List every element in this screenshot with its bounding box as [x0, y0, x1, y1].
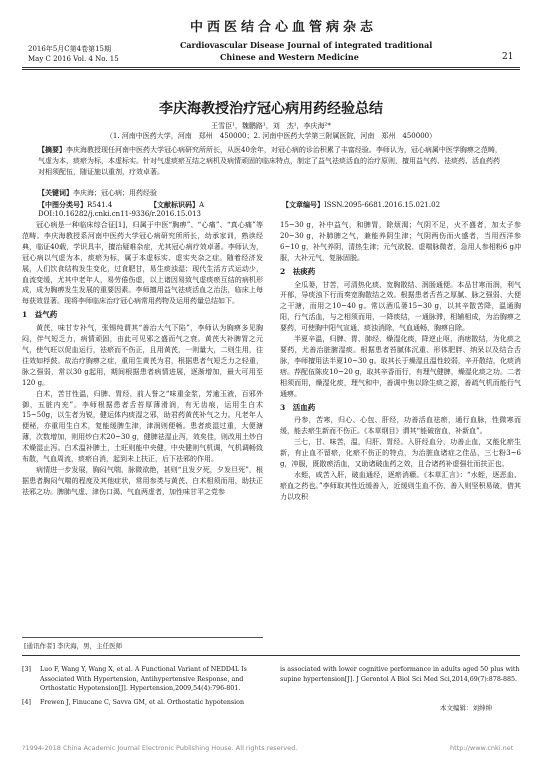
page-number: 21 — [502, 52, 514, 62]
article-number — [282, 200, 440, 210]
issue-en: May C 2016 Vol. 4 No. 15 — [28, 55, 119, 63]
references-left — [22, 665, 263, 711]
journal-title-cn: 中西医结合心血管病杂志 — [190, 20, 378, 35]
copyright-footer: ?1994-2018 China Academic Journal Electronic Publishing House. All rights reserved. — [22, 744, 298, 752]
affiliations: （1. 河南中医药大学，河南 郑州 450000；2. 河南中医药大学第三附属医院，河南 郑州 450000） — [105, 132, 437, 140]
section-2-paragraph: 半夏辛温，归脾、胃、肺经，燥湿化痰，降逆止呕，消痞散结，为化痰之要药，尤善治脏腑湿痰。根据患者苔腻体沉重、形体肥胖、纳呆以及结合舌脉，李师擅用法半夏10~30 g。取其长于燥湿且温性较弱，辛开散结，化痰消痞。荐配伍陈皮10~20 g，取其辛香而行，有理气健脾，燥湿化痰之功。二者相须而用，燥湿化痰，理气和中，善调中焦以除生痰之源，善疏气机而能行气通痹。 — [280, 335, 521, 398]
reference-text: Luo F, Wang Y, Wang X, et al. A Functional Variant of NEDD4L Is Associated With Hypertension, Antihypertensive Response, and Orthostatic Hypotension[J]. Hypertension,2009,54(4):796-801. — [40, 666, 247, 692]
keywords-label: 【关键词】 — [38, 188, 73, 197]
section-2-title: 2 祛痰药 — [280, 266, 316, 276]
reference-item — [22, 698, 263, 708]
header-rule — [22, 67, 520, 68]
left-column — [22, 220, 263, 498]
footnote-divider — [22, 637, 263, 638]
reference-text: Frewen J, Finucane C, Savva GM, et al. Orthostatic hypotension — [40, 698, 245, 706]
article-number-value: ISSN.2095-6681.2016.15.021.02 — [324, 201, 441, 209]
references-rule — [22, 655, 520, 656]
section-2-paragraph: 全瓜蒌，甘苦，可清热化痰、宽胸散结、润肠通便。本品甘寒而润，利气开郁，导痰浊下行而奏宽胸散结之效。根据患者舌苔之厚腻、脉之强弱、大便之干溏，而用之10~40 g。常以酒瓜蒌15~30 g，以其辛散苦降，温通胸阳，行气活血，与之相须而用，一降痰结，一通脉滞，相辅相成，为治胸痹之要药，可使胸中阳气宣通，痰浊消除，气血通畅，胸痹自除。 — [280, 280, 521, 333]
clc-label: 【中图分类号】 — [38, 200, 87, 209]
section-3-paragraph: 丹参，苦寒，归心、心包、肝经，功善活血祛瘀，通行血脉，性微寒而缓，能去瘀生新而不伤正。《本草纲目》谓其“能破宿血，补新血”。 — [280, 416, 521, 436]
section-1-paragraph: 黄芪，味甘专补气，张锡纯谓其“善治大气下陷”，李师认为胸痹多见胸闷，伴气短乏力，病情顽固，由此可见邪之盛而气之衰。黄芪大补脾胃之元气，使气旺以促血运行，祛瘀而不伤正，且用黄芪，一则量大，二则生用，往往效如桴鼓。故治疗胸痹之症，重用生黄芪为君，根据患者气短乏力之轻重，脉之强弱，常以30 g起用，期间根据患者病情进展，逐渐增加，最大可用至120 g。 — [22, 324, 263, 387]
abstract-label: 【摘要】 — [38, 145, 66, 154]
section-1-continued: 15~30 g，补中益气，和脾胃，除烦渴；气阴不足，火不盛者，加太子参20~30 g，补肺脾之气，兼能养阴生津；气阴两伤而火盛者，当用西洋参6~10 g，补气养阴，清热生津；元气欲脱、虚喘脉微者，急用人参相粉6 g冲服，大补元气，复脉固脱。 — [280, 221, 521, 262]
reference-item — [22, 665, 263, 694]
correspondence-note: [通讯作者] 李庆海，男，主任医师 — [24, 642, 123, 650]
authors: 王雪臣¹，魏鹏路¹，刘 杰¹，李庆海²* — [211, 122, 331, 130]
section-1-paragraph: 病情进一步发展，胸闷气喘，脉微欲绝，甚则“且发夕死，夕发旦死”，根据患者胸闷气喘的程度及其他症状，常用参类与黄芪、白术相须而用，助扶正祛邪之功。脾肺气虚、津伤口渴、气血两虚者，加性味甘平之党参 — [22, 465, 263, 496]
editor-credit: 本文编辑：刘绅绅 — [440, 704, 492, 712]
section-3-paragraph: 三七，甘、味苦，温，归肝、胃经。入肝经血分，功善止血，又能化瘀生新，有止血不留瘀，化瘀不伤正的特点，为治脏血诸症之佳品，三七粉3~6 g，冲服，既散瘀活血，又助诸破血药之效，且合诸药补虚强壮而扶正也。 — [280, 438, 521, 469]
keywords-text: 李庆海；冠心病；用药经验 — [73, 189, 157, 197]
intro-paragraph: 冠心病是一种临床综合征[1]，归属于中医“胸痹”、“心痛”、“真心痛”等范畴。李庆海教授系河南中医药大学冠心病研究所所长，幼承家训，熟读经典，临证40载，学识具丰，擅治疑难杂症，尤其冠心病疗效卓著。李师认为，冠心病以气虚为本，痰瘀为标，属于本虚标实、虚实夹杂之症。随着经济发展，人们饮食结构发生变化，过食肥甘，易生痰浊湿；现代生活方式运动少，血流变缓，尤其中老年人，易劳倦伤虚，以上诸因易致气虚痰瘀互结的病机形成，成为胸痹发生发展的重要因素。李师擅用益气祛痰活血之治法，临床上每每获效显著。现将李师临床治疗冠心病常用药物及运用药量总结如下。 — [22, 221, 263, 306]
reference-number: [4] — [22, 698, 31, 706]
abstract-text: 李庆海教授现任河南中医药大学冠心病研究所所长，从医40余年，对冠心病的诊治积累了丰富经验。李师认为，冠心病属中医学胸痹之范畴，气虚为本，痰瘀为标，本虚标实。针对气虚痰瘀互结之病机及病情顽固的临床特点，制定了益气祛痰活血的治疗原则，擅用益气药、祛痰药、活血药药对相须配伍，随证施以重剂，疗效卓著。 — [38, 146, 502, 176]
abstract — [38, 144, 504, 178]
article-title: 李庆海教授治疗冠心病用药经验总结 — [159, 101, 383, 117]
journal-title-en-line2: Chinese and Western Medicine — [220, 52, 359, 62]
section-3-paragraph: 水蛭，咸苦入肝，破血通经，逐瘀消癥。《本草汇言》：“水蛭，逐恶血、瘀血之药也。”李师取其性近缓善入，近缓则生血不伤，善入则坚积易破，借其力以攻积 — [280, 470, 521, 501]
references-right — [280, 665, 521, 684]
doc-code — [150, 200, 204, 210]
keywords — [38, 188, 157, 198]
doc-code-label: 【文献标识码】 — [150, 200, 199, 209]
header-rule-double — [22, 69, 520, 70]
reference-number: [3] — [22, 666, 31, 673]
journal-title-en-line1: Cardiovascular Disease Journal of integrated traditional — [180, 40, 433, 50]
doi: DOI:10.16282/j.cnki.cn11-9336/r.2016.15.013 — [38, 210, 201, 218]
section-1-title: 1 益气药 — [22, 310, 58, 320]
section-1-paragraph: 白术，苦甘性温，归脾、胃经，前人誉之“味重金浆，芳逾玉液，百邪外御，五脏内充”。李师根据患者舌苔厚薄滑润，有无齿痕，运用生白术15~50g，以生者为锐，健运体内痰湿之邪，助君药黄芪补气之力。凡老年人便秘，亦重用生白术，复能缓脾生津，津润则便畅。患者痰湿过重，大便溏薄，次数增加，则用炒白术20~30 g，健脾祛湿止泻，效矣佳，则改用土炒白术燥湿止泻。白术温补脾土，土旺则能中央健，中央健则气机调，气机调畅致布散，气血周流，痰瘀自消，起到未上扶正，后下祛邪的作用。 — [22, 389, 263, 464]
issue-cn: 2016年5月C第4卷第15期 — [28, 45, 111, 53]
reference-continued-text: is associated with lower cognitive performance in adults aged 50 plus with supine hypertension[J]. J Gerontol A Biol Sci Med Sci,2014,69(7):878-885. — [280, 666, 520, 683]
section-3-title: 3 活血药 — [280, 402, 316, 412]
article-number-label: 【文章编号】 — [282, 200, 324, 209]
clc-value: R541.4 — [87, 201, 113, 209]
doc-code-value: A — [199, 201, 205, 209]
footer-url-link[interactable]: http://www.cnki.net — [450, 744, 514, 752]
right-column — [280, 220, 521, 503]
clc — [38, 200, 112, 210]
